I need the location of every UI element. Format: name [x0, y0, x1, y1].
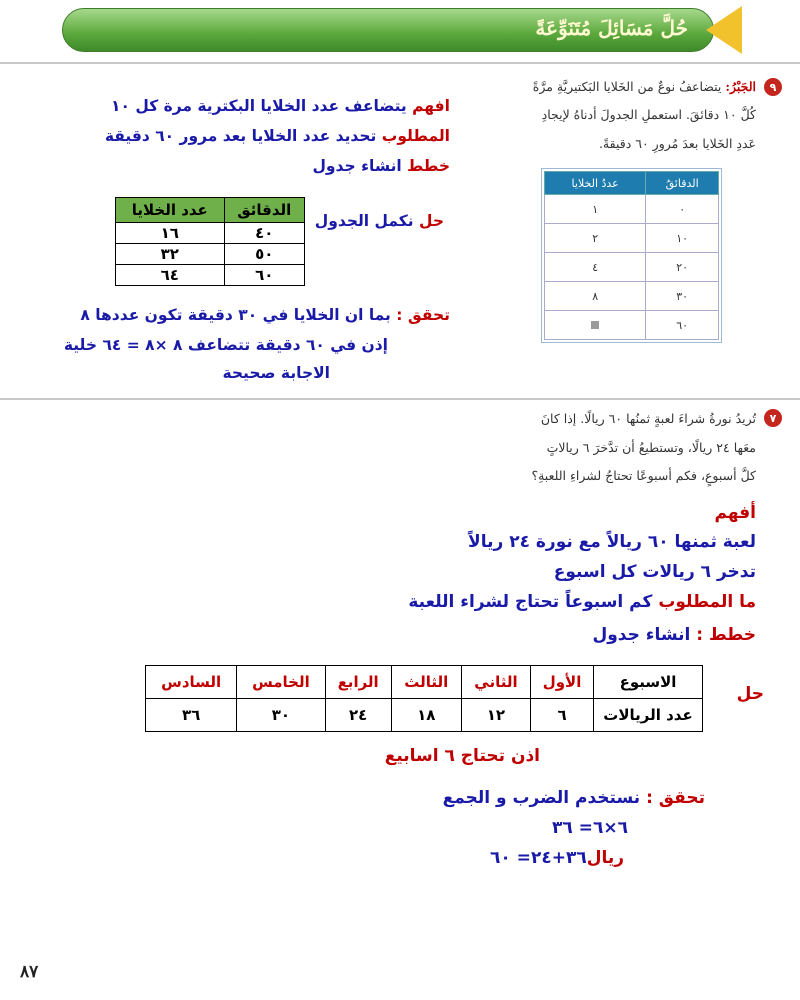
- book-table-col-minutes: الدقائقُ: [646, 172, 719, 195]
- table-row: [545, 224, 719, 253]
- table-row: [545, 311, 719, 340]
- p7-table-week-head: الاسبوع: [594, 666, 703, 699]
- p9-plan-line: [312, 157, 450, 175]
- p7-equation-1: ٦×٦= ٣٦: [552, 818, 628, 838]
- table-cell: ٣٦: [146, 699, 237, 732]
- divider-top: [0, 62, 800, 64]
- p9-answer-table: [115, 197, 305, 286]
- table-cell: الثالث: [391, 666, 461, 699]
- table-cell: ١٦: [116, 223, 225, 244]
- p9-check-line-3: الاجابة صحيحة: [222, 364, 330, 382]
- p9-required-line: [105, 127, 450, 145]
- p7-table-amount-head: عدد الريالات: [594, 699, 703, 732]
- p7-required-line: [408, 592, 756, 612]
- p9-understand-line: [111, 97, 450, 115]
- table-cell: ٦: [531, 699, 594, 732]
- p7-check-line: [443, 788, 705, 808]
- p9-plan-text: انشاء جدول: [312, 157, 408, 175]
- table-row: [545, 253, 719, 282]
- table-cell: ٤: [545, 253, 646, 282]
- problem-9-line-3: عَددِ الخَلايا بعدَ مُرورِ ٦٠ دقيقةً.: [598, 136, 756, 151]
- placeholder-square-icon: [591, 321, 599, 329]
- table-cell: ٣٢: [116, 244, 225, 265]
- table-row: [116, 223, 305, 244]
- p9-answer-col-minutes: الدقائق: [224, 198, 304, 223]
- p9-required-label: المطلوب: [381, 127, 450, 145]
- problem-9-line-1: [533, 79, 756, 94]
- p7-line-2: تدخر ٦ ريالات كل اسبوع: [553, 562, 756, 582]
- p7-equation-unit: ريال: [586, 848, 625, 868]
- table-cell: ٦٠: [224, 265, 304, 286]
- table-cell: ٢٠: [646, 253, 719, 282]
- table-row: [146, 699, 703, 732]
- table-cell: ١٢: [461, 699, 530, 732]
- p7-plan-line: [592, 625, 756, 645]
- table-cell: الثاني: [461, 666, 530, 699]
- table-row: [545, 195, 719, 224]
- p9-check-text-1: بما ان الخلايا في ٣٠ دقيقة تكون عددها ٨: [80, 306, 397, 324]
- p7-check-text: نستخدم الضرب و الجمع: [442, 788, 647, 808]
- p9-answer-table-header: [116, 198, 305, 223]
- table-row: [146, 666, 703, 699]
- p9-solve-line: [315, 212, 444, 230]
- page-number: ٨٧: [20, 962, 39, 982]
- table-cell: ٣٠: [646, 282, 719, 311]
- p9-solve-text: نكمل الجدول: [314, 212, 419, 230]
- problem-9-line-2: كُلَّ ١٠ دقائقَ. استعملِ الجدولَ أدناهُ لإيجادِ: [541, 107, 756, 122]
- problem-9-text-1: يتضاعفُ نوعٌ من الخَلايا البَكتيريَّةِ مرَّةً: [532, 79, 722, 94]
- p7-check-label: تحقق :: [646, 788, 705, 808]
- section-title: حُلَّ مَسَائِلَ مُتَنَوِّعَةً: [535, 16, 688, 40]
- book-table-frame: [541, 168, 722, 343]
- p9-plan-label: خطط: [407, 157, 450, 175]
- p9-understand-label: افهم: [412, 97, 450, 115]
- p7-answer-table: [145, 665, 703, 732]
- table-cell: ٤٠: [224, 223, 304, 244]
- p7-plan-text: انشاء جدول: [592, 625, 697, 645]
- table-cell: الخامس: [237, 666, 325, 699]
- problem-7-badge: ٧: [764, 409, 782, 427]
- book-table: [544, 171, 719, 340]
- p9-check-line-2: إذن في ٦٠ دقيقة تتضاعف ٨ ×٨ = ٦٤ خلية: [63, 336, 388, 354]
- table-cell: الرابع: [325, 666, 391, 699]
- table-cell: ٢٤: [325, 699, 391, 732]
- divider-middle: [0, 398, 800, 400]
- table-cell: ٠: [646, 195, 719, 224]
- table-cell: ١: [545, 195, 646, 224]
- arrow-icon: [706, 6, 742, 54]
- table-row: [545, 282, 719, 311]
- p7-conclusion: اذن تحتاج ٦ اسابيع: [384, 746, 540, 766]
- p7-understand-label: أفهم: [714, 503, 756, 523]
- p9-answer-col-cells: عدد الخلايا: [116, 198, 225, 223]
- problem-7-line-3: كلَّ أسبوعٍ، فكم أسبوعًا تحتاجُ لشراءِ اللعبةِ؟: [531, 468, 756, 483]
- table-cell: ٣٠: [237, 699, 325, 732]
- table-cell: ٨: [545, 282, 646, 311]
- p7-required-text: كم اسبوعاً تحتاج لشراء اللعبة: [408, 592, 659, 612]
- table-row: [116, 244, 305, 265]
- p9-check-line-1: [80, 306, 450, 324]
- p7-required-label: ما المطلوب: [658, 592, 756, 612]
- table-cell: الأول: [531, 666, 594, 699]
- book-table-header: [545, 172, 719, 195]
- problem-9-badge: ٩: [764, 78, 782, 96]
- p9-required-text: تحديد عدد الخلايا بعد مرور ٦٠ دقيقة: [104, 127, 382, 145]
- p9-solve-label: حل: [418, 212, 444, 230]
- p7-solve-label: حل: [736, 684, 764, 704]
- table-cell: ٢: [545, 224, 646, 253]
- p7-line-1: لعبة ثمنها ٦٠ ريالاً مع نورة ٢٤ ريالاً: [468, 532, 756, 552]
- table-cell: السادس: [146, 666, 237, 699]
- table-row: [116, 265, 305, 286]
- table-cell: ٦٤: [116, 265, 225, 286]
- unknown-cell-square: [545, 311, 646, 340]
- table-cell: ١٨: [391, 699, 461, 732]
- p7-plan-label: خطط :: [696, 625, 756, 645]
- table-cell: ١٠: [646, 224, 719, 253]
- table-cell: ٥٠: [224, 244, 304, 265]
- problem-7-line-2: معَها ٢٤ ريالًا، وتستطيعُ أن تدَّخرَ ٦ ريالاتٍ: [546, 440, 756, 455]
- table-cell: ٦٠: [646, 311, 719, 340]
- problem-7-line-1: تُريدُ نورةُ شراءَ لعبةٍ ثمنُها ٦٠ ريالًا. إذا كانَ: [540, 411, 756, 426]
- p9-understand-text: يتضاعف عدد الخلايا البكترية مرة كل ١٠: [111, 97, 413, 115]
- book-table-col-cells: عددُ الخلايا: [545, 172, 646, 195]
- p7-equation-2-text: ٣٦+٢٤= ٦٠: [490, 848, 587, 868]
- p9-check-label: تحقق :: [396, 306, 450, 324]
- problem-9-tag: الجَبْرُ:: [725, 79, 756, 94]
- p7-equation-2: [490, 848, 624, 868]
